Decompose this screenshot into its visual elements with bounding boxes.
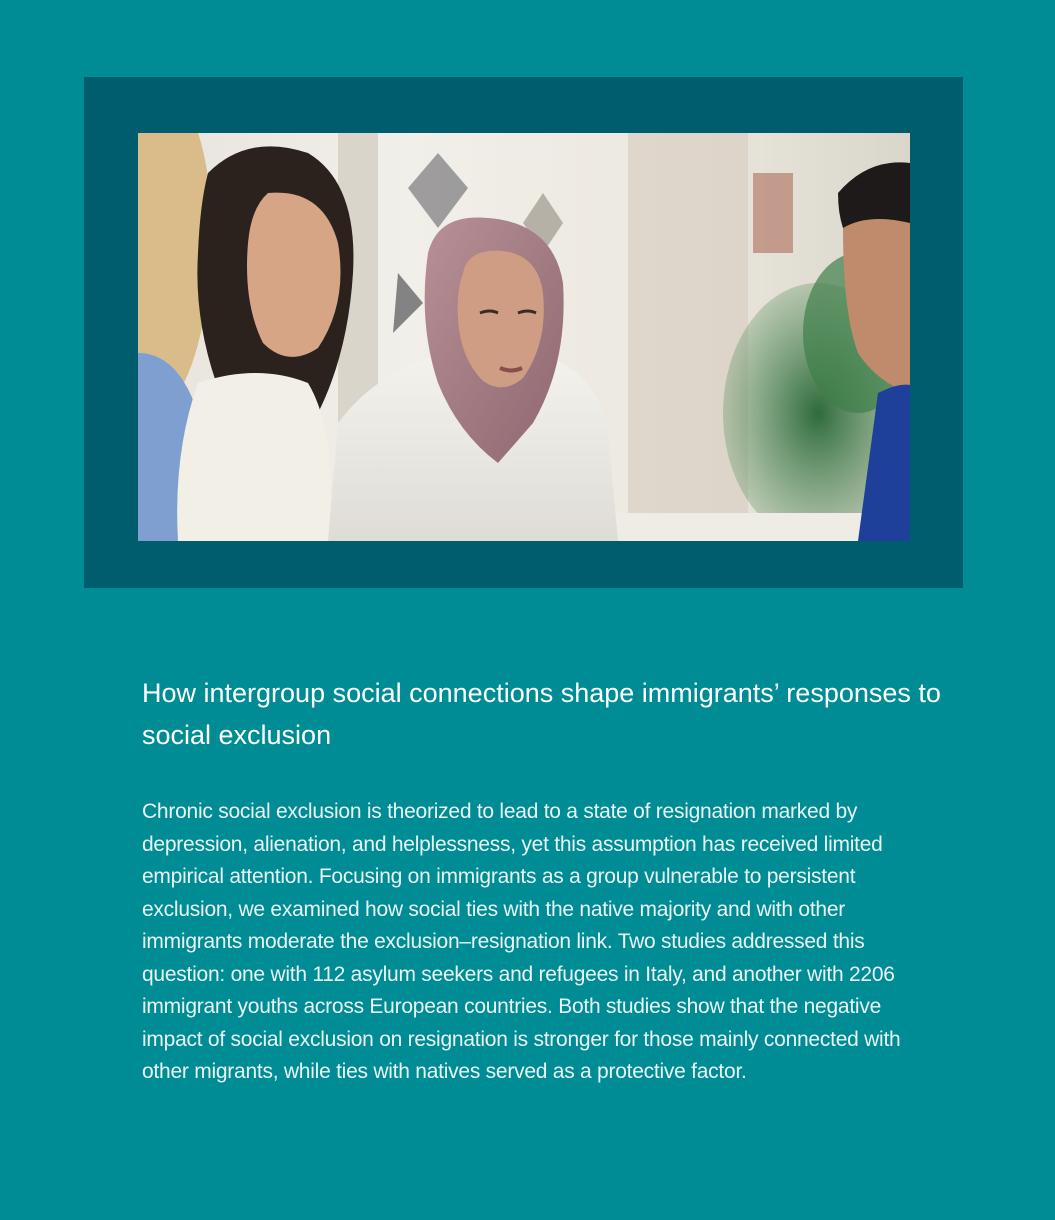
photo-frame <box>84 77 963 588</box>
article-abstract: Chronic social exclusion is theorized to lead to a state of resignation marked by depression, alienation, and helplessness, yet this assumption has received limited empirical attention. Focusing on immigrants as a group vulnerable to persistent exclusion, we examined how social ties with the native majority and with other immigrants moderate the exclusion–resignation link. Two studies addressed this question: one with 112 asylum seekers and refugees in Italy, and another with 2206 immigrant youths across European countries. Both studies show that the negative impact of social exclusion on resignation is stronger for those mainly connected with other migrants, while ties with natives served as a protective factor. <box>142 800 901 1083</box>
article-title: How intergroup social connections shape immigrants’ responses to social exclusion <box>142 678 941 750</box>
article-photo <box>138 133 910 541</box>
